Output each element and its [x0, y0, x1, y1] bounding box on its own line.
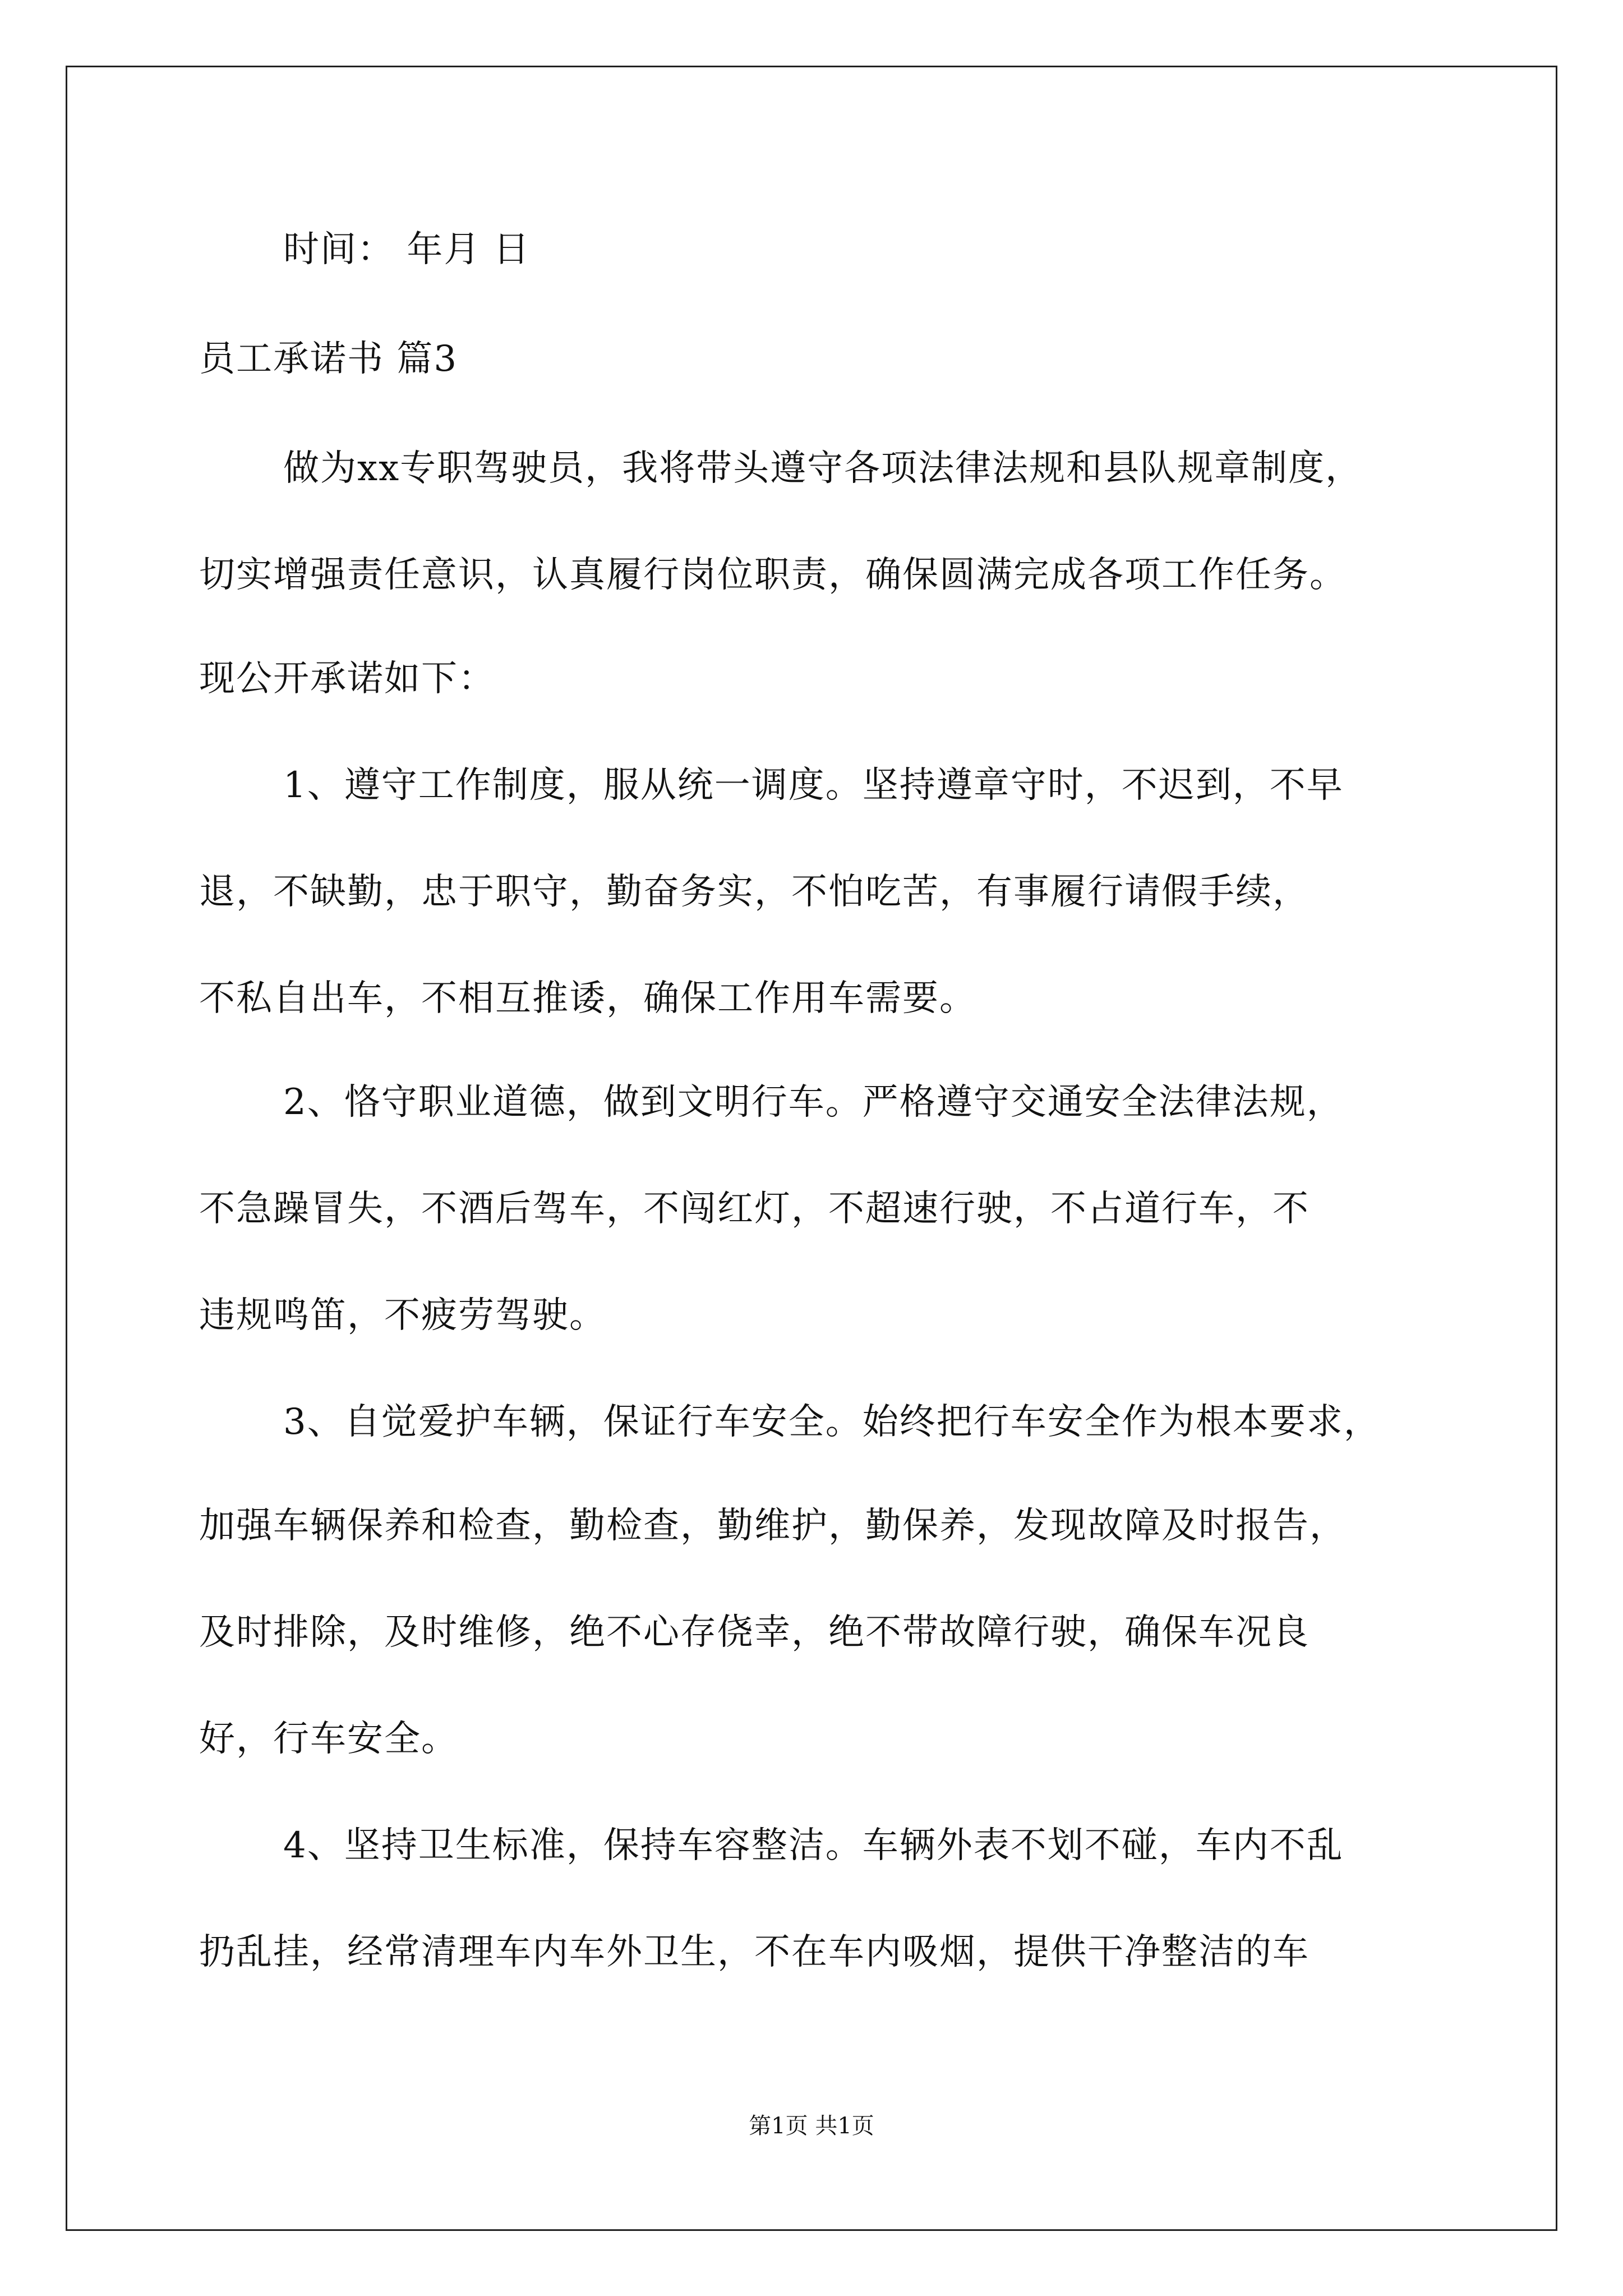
item-2-line-3: 违规鸣笛，不疲劳驾驶。: [199, 1295, 606, 1336]
intro-line-3: 现公开承诺如下：: [199, 658, 495, 700]
page-frame: [66, 66, 1557, 2231]
item-3-line-3: 及时排除，及时维修，绝不心存侥幸，绝不带故障行驶，确保车况良: [199, 1612, 1310, 1653]
item-2-line-2: 不急躁冒失，不酒后驾车，不闯红灯，不超速行驶，不占道行车，不: [199, 1188, 1310, 1230]
date-line: 时间： 年月 日: [283, 229, 531, 270]
item-4-line-2: 扔乱挂，经常清理车内车外卫生，不在车内吸烟，提供干净整洁的车: [199, 1931, 1310, 1973]
item-1-line-2: 退，不缺勤，忠于职守，勤奋务实，不怕吃苦，有事履行请假手续，: [199, 871, 1310, 913]
item-4-line-1: 4、坚持卫生标准，保持车容整洁。车辆外表不划不碰，车内不乱: [283, 1825, 1344, 1866]
item-3-line-1: 3、自觉爱护车辆，保证行车安全。始终把行车安全作为根本要求，: [283, 1401, 1381, 1443]
item-1-line-3: 不私自出车，不相互推诿，确保工作用车需要。: [199, 978, 976, 1019]
item-3-line-2: 加强车辆保养和检查，勤检查，勤维护，勤保养，发现故障及时报告，: [199, 1505, 1347, 1547]
section-title: 员工承诺书 篇3: [199, 338, 458, 380]
page-footer: 第1页 共1页: [749, 2113, 874, 2139]
item-2-line-1: 2、恪守职业道德，做到文明行车。严格遵守交通安全法律法规，: [283, 1082, 1344, 1123]
intro-line-2: 切实增强责任意识，认真履行岗位职责，确保圆满完成各项工作任务。: [199, 554, 1347, 596]
item-3-line-4: 好，行车安全。: [199, 1718, 458, 1760]
item-1-line-1: 1、遵守工作制度，服从统一调度。坚持遵章守时，不迟到，不早: [283, 765, 1344, 806]
intro-line-1: 做为xx专职驾驶员，我将带头遵守各项法律法规和县队规章制度，: [283, 448, 1363, 489]
